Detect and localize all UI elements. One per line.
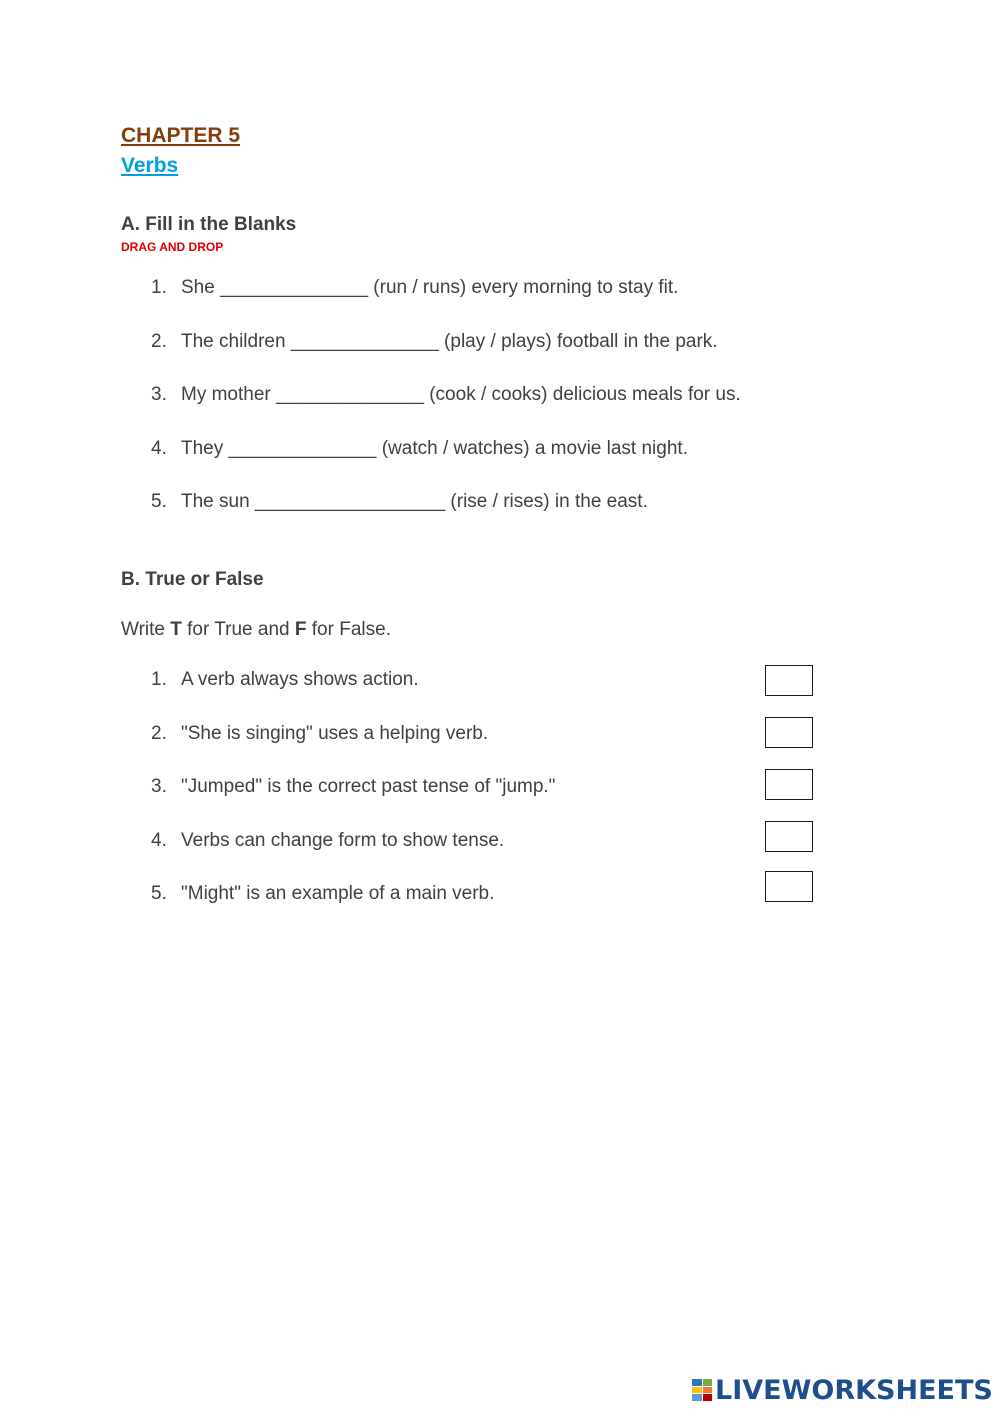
instruction-text: for False.: [306, 619, 391, 640]
question-number: 4.: [151, 830, 167, 851]
section-a-instruction: DRAG AND DROP: [121, 240, 224, 254]
chapter-title: CHAPTER 5: [121, 124, 241, 147]
question-text[interactable]: They ______________ (watch / watches) a movie last night.: [181, 438, 688, 459]
question-number: 3.: [151, 384, 167, 405]
question-text: "Jumped" is the correct past tense of "jump.": [181, 776, 556, 797]
question-number: 5.: [151, 883, 167, 904]
answer-box[interactable]: [765, 717, 813, 748]
liveworksheets-logo: [692, 1374, 993, 1406]
question-text: Verbs can change form to show tense.: [181, 830, 505, 851]
question-number: 2.: [151, 331, 167, 352]
question-number: 3.: [151, 776, 167, 797]
question-text: "Might" is an example of a main verb.: [181, 883, 495, 904]
instruction-true-letter: T: [170, 619, 182, 640]
instruction-text: Write: [121, 619, 171, 640]
logo-text: LIVEWORKSHEETS: [715, 1374, 993, 1406]
answer-box[interactable]: [765, 769, 813, 800]
answer-box[interactable]: [765, 665, 813, 696]
instruction-false-letter: F: [294, 619, 307, 640]
question-text: "She is singing" uses a helping verb.: [181, 723, 489, 744]
question-number: 2.: [151, 723, 167, 744]
topic-title: Verbs: [121, 154, 179, 177]
section-a-title: A. Fill in the Blanks: [121, 214, 297, 235]
question-text[interactable]: The children ______________ (play / plays) football in the park.: [181, 331, 718, 352]
question-text[interactable]: The sun __________________ (rise / rises) in the east.: [181, 491, 648, 512]
question-text: A verb always shows action.: [181, 669, 419, 690]
question-number: 1.: [151, 277, 167, 298]
question-text[interactable]: My mother ______________ (cook / cooks) delicious meals for us.: [181, 384, 741, 405]
section-b-instruction: [121, 619, 391, 641]
instruction-text: for True and: [181, 619, 295, 640]
answer-box[interactable]: [765, 871, 813, 902]
question-text[interactable]: She ______________ (run / runs) every morning to stay fit.: [181, 277, 679, 298]
question-number: 5.: [151, 491, 167, 512]
liveworksheets-logo-icon: [692, 1379, 712, 1401]
question-number: 4.: [151, 438, 167, 459]
section-b-title: B. True or False: [121, 569, 264, 590]
question-number: 1.: [151, 669, 167, 690]
answer-box[interactable]: [765, 821, 813, 852]
